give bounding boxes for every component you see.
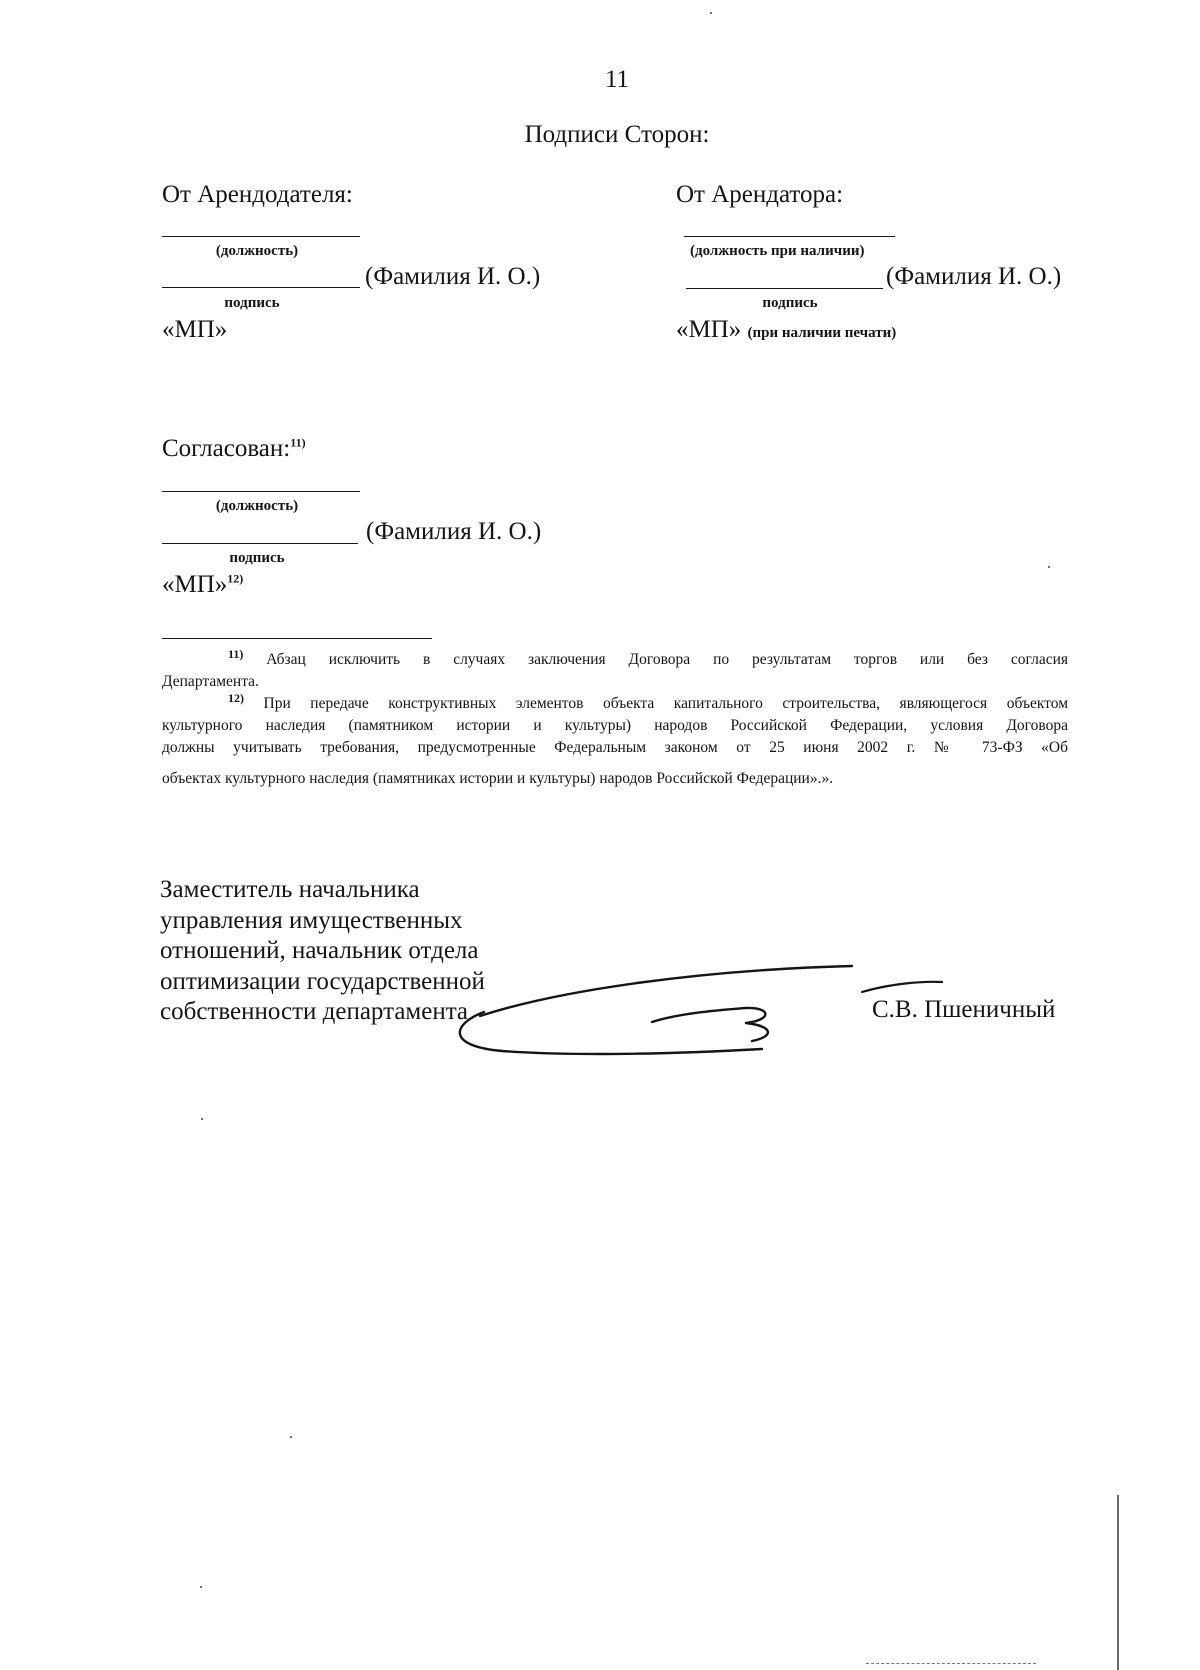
footnote-separator bbox=[162, 638, 432, 639]
footnote-12-line: должны учитывать требования, предусмотренные Федеральным законом от 25 июня 2002 г. № 73-ФЗ «Об bbox=[162, 739, 1068, 756]
approval-footnote-ref: 11) bbox=[290, 435, 306, 450]
footnote-12-text: При передаче конструктивных элементов объекта капитального строительства, являющегося объектом bbox=[263, 695, 1068, 712]
signatory-title-line: собственности департамента bbox=[160, 998, 469, 1025]
approval-seal-line bbox=[162, 570, 243, 600]
footnote-11-ref: 11) bbox=[228, 646, 244, 661]
approval-seal-footnote-ref: 12) bbox=[227, 571, 244, 586]
tenant-title: От Арендатора: bbox=[676, 181, 844, 208]
tenant-position-line bbox=[684, 236, 895, 237]
tenant-signature-label: подпись bbox=[762, 295, 818, 311]
signature-stroke bbox=[652, 1008, 768, 1041]
scan-edge-line bbox=[1117, 1495, 1119, 1670]
handwritten-signature bbox=[440, 950, 960, 1070]
signatory-title-line: оптимизации государственной bbox=[160, 967, 485, 995]
footnote-11-text: Абзац исключить в случаях заключения Договора по результатам торгов или без согласия bbox=[266, 651, 1069, 668]
scan-speck bbox=[710, 12, 712, 14]
landlord-position-label: (должность) bbox=[215, 243, 299, 259]
scan-edge-dashes bbox=[866, 1663, 1036, 1664]
scan-speck bbox=[201, 1118, 203, 1120]
signature-stroke bbox=[460, 1012, 762, 1054]
signatory-title-line: управления имущественных bbox=[160, 906, 463, 934]
landlord-name-label: (Фамилия И. О.) bbox=[365, 263, 541, 290]
approval-title-line bbox=[162, 434, 306, 464]
approval-position-label: (должность) bbox=[215, 498, 299, 514]
footnote-12-ref: 12) bbox=[228, 690, 244, 705]
signatory-name: С.В. Пшеничный bbox=[872, 996, 1056, 1023]
footnote-12-line: объектах культурного наследия (памятниках истории и культуры) народов Российской Федерации».». bbox=[162, 770, 834, 787]
scan-speck bbox=[200, 1586, 202, 1588]
footnotes bbox=[162, 646, 1069, 790]
landlord-position-line bbox=[162, 236, 360, 237]
page-number: 11 bbox=[604, 66, 630, 93]
landlord-signature-line bbox=[162, 287, 360, 288]
tenant-seal: «МП» bbox=[676, 316, 742, 343]
scan-speck bbox=[290, 1436, 292, 1438]
signatory-title-line: Заместитель начальника bbox=[160, 876, 420, 903]
approval-signature-line bbox=[162, 543, 358, 544]
footnote-11-line: Департамента. bbox=[162, 673, 259, 690]
footnote-11-line bbox=[162, 646, 1069, 671]
landlord-title: От Арендодателя: bbox=[162, 181, 353, 208]
signatory-title-line: отношений, начальник отдела bbox=[160, 937, 479, 964]
footnote-12-line: культурного наследия (памятником истории и культуры) народов Российской Федерации, условия Договора bbox=[162, 717, 1068, 734]
landlord-seal: «МП» bbox=[162, 316, 228, 343]
approval-title: Согласован: bbox=[162, 435, 291, 462]
signature-stroke bbox=[480, 966, 852, 1016]
tenant-signature-line bbox=[686, 288, 883, 289]
tenant-name-label: (Фамилия И. О.) bbox=[886, 263, 1062, 290]
tenant-seal-line bbox=[676, 315, 896, 348]
scan-speck bbox=[1048, 566, 1050, 568]
page-heading: Подписи Сторон: bbox=[524, 121, 710, 148]
footnote-12-line bbox=[162, 690, 1068, 715]
approval-signature-label: подпись bbox=[229, 550, 285, 566]
tenant-position-label: (должность при наличии) bbox=[690, 243, 865, 259]
signature-stroke bbox=[862, 982, 942, 992]
landlord-signature-label: подпись bbox=[224, 295, 280, 311]
approval-position-line bbox=[162, 491, 360, 492]
signatory-title bbox=[160, 875, 485, 1028]
approval-name-label: (Фамилия И. О.) bbox=[366, 518, 542, 545]
approval-seal: «МП» bbox=[162, 571, 228, 598]
tenant-seal-note: (при наличии печати) bbox=[747, 325, 897, 341]
